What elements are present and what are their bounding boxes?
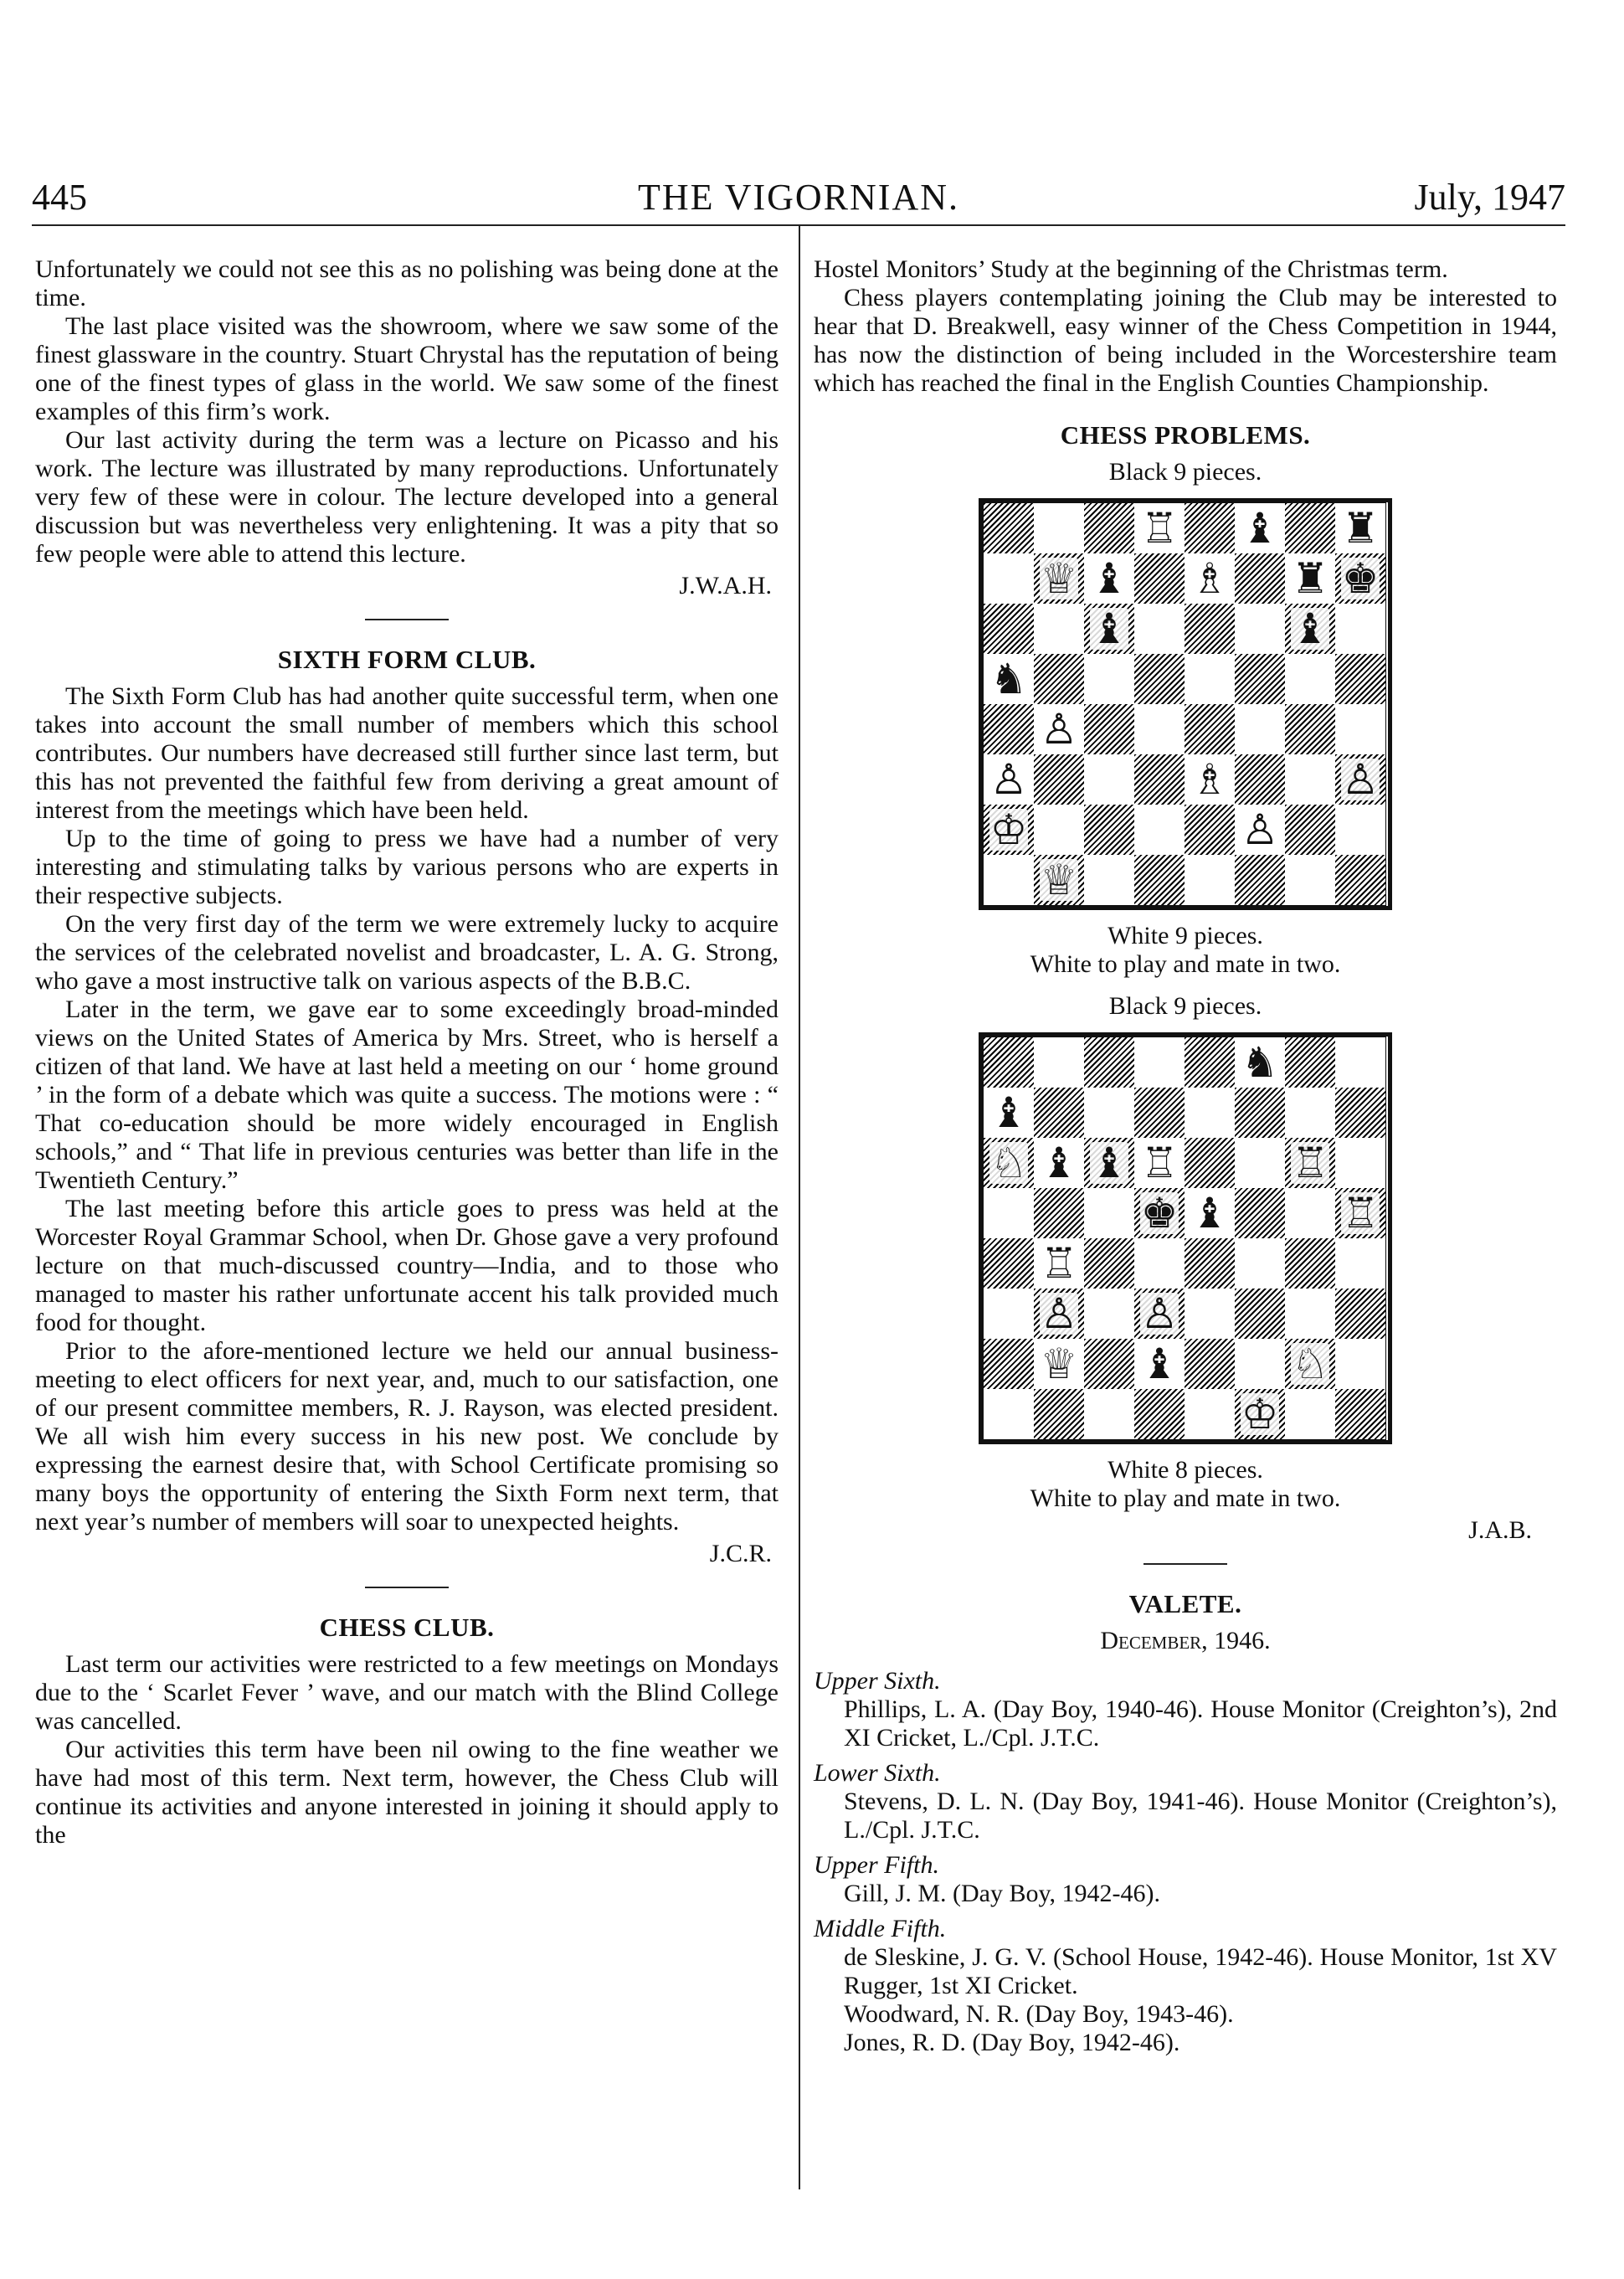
- paragraph: Later in the term, we gave ear to some exceedingly broad-minded views on the United States of America by Mrs. Street, who is herself a citizen of that land. We have at last held a meeting on our ‘ home ground ’ in the form of a debate which was quite a success. The motions were : “ That co-education should be more widely encouraged in English schools,” and “ That life in previous centuries was better than life in the Twentieth Century.”: [35, 995, 779, 1194]
- board-square: [1335, 1088, 1385, 1138]
- board-square: [1034, 1238, 1084, 1289]
- page-number: 445: [32, 177, 87, 218]
- white-pieces-caption: White 8 pieces.: [1108, 1456, 1263, 1484]
- board-square: [1335, 855, 1385, 905]
- form-name: Upper Fifth.: [814, 1851, 939, 1879]
- board-square: [1285, 553, 1335, 604]
- valete-entry: Phillips, L. A. (Day Boy, 1940-46). House Monitor (Creighton’s), 2nd XI Cricket, L./Cpl. J.T.C.: [844, 1695, 1557, 1752]
- board-square: [1285, 805, 1335, 855]
- valete-date: December, 1946.: [1100, 1627, 1271, 1654]
- chess-piece: ♝: [1291, 604, 1329, 653]
- form-name: Upper Sixth.: [814, 1667, 941, 1695]
- board-square: [1084, 1389, 1134, 1439]
- chess-piece: ♜: [1291, 554, 1329, 603]
- chess-diagram-2: [979, 1032, 1392, 1444]
- board-square: [1185, 704, 1235, 754]
- board-square: [1084, 604, 1134, 654]
- board-square: [1084, 805, 1134, 855]
- chess-piece: ♙: [1040, 1289, 1078, 1338]
- chess-piece: ♜: [1341, 504, 1380, 553]
- board-square: [1034, 604, 1084, 654]
- board-square: [1235, 1238, 1285, 1289]
- paragraph: The last place visited was the showroom, where we saw some of the finest glassware in the country. Stuart Chrystal has the reputation of being one of the finest types of glass in the world. We saw some of the finest examples of this firm’s work.: [35, 312, 779, 425]
- page-header: [32, 176, 1565, 218]
- board-square: [1185, 1238, 1235, 1289]
- paragraph: The Sixth Form Club has had another quite successful term, when one takes into account the small number of members which this school contributes. Our numbers have decreased still further since last term, but this has not prevented the faithful few from deriving a great amount of interest from the meetings which have been held.: [35, 682, 779, 824]
- paragraph: Hostel Monitors’ Study at the beginning of the Christmas term.: [814, 255, 1448, 283]
- white-pieces-caption: White 9 pieces.: [1108, 922, 1263, 949]
- board-square: [1034, 704, 1084, 754]
- board-square: [1034, 654, 1084, 704]
- chess-piece: ♝: [1040, 1139, 1078, 1187]
- chess-piece: ♕: [1040, 554, 1078, 603]
- board-square: [1285, 1238, 1335, 1289]
- board-square: [1185, 503, 1235, 553]
- board-square: [1235, 1389, 1285, 1439]
- board-square: [1034, 754, 1084, 805]
- board-square: [1034, 553, 1084, 604]
- board-square: [1034, 503, 1084, 553]
- board-square: [1034, 1188, 1084, 1238]
- board-square: [1285, 1188, 1335, 1238]
- board-square: [1185, 604, 1235, 654]
- board-square: [1034, 1289, 1084, 1339]
- board-square: [1185, 1339, 1235, 1389]
- board-square: [1285, 604, 1335, 654]
- chess-piece: ♕: [1040, 1340, 1078, 1388]
- issue-date: July, 1947: [1414, 177, 1565, 218]
- board-square: [1285, 1289, 1335, 1339]
- board-square: [1285, 1389, 1335, 1439]
- chess-piece: ♗: [1190, 755, 1229, 804]
- column-divider: [799, 226, 800, 2189]
- board-square: [1084, 503, 1134, 553]
- chess-piece: ♕: [1040, 856, 1078, 904]
- board-square: [1335, 1389, 1385, 1439]
- section-heading: VALETE.: [1128, 1589, 1242, 1618]
- chess-piece: ♝: [989, 1088, 1028, 1137]
- form-name: Middle Fifth.: [814, 1915, 947, 1942]
- board-square: [1185, 855, 1235, 905]
- board-square: [984, 1389, 1034, 1439]
- board-square: [1034, 805, 1084, 855]
- section-heading: CHESS CLUB.: [319, 1613, 495, 1642]
- chess-piece: ♞: [1241, 1038, 1279, 1087]
- board-square: [1285, 704, 1335, 754]
- chess-piece: ♙: [1140, 1289, 1179, 1338]
- valete-entry: Gill, J. M. (Day Boy, 1942-46).: [844, 1880, 1161, 1907]
- board-square: [1235, 754, 1285, 805]
- board-square: [1235, 553, 1285, 604]
- board-square: [984, 654, 1034, 704]
- board-square: [1134, 503, 1185, 553]
- board-square: [1185, 1389, 1235, 1439]
- section-separator: [1143, 1563, 1227, 1565]
- board-square: [1335, 654, 1385, 704]
- board-square: [1185, 805, 1235, 855]
- board-square: [1285, 1138, 1335, 1188]
- board-square: [1285, 1037, 1335, 1088]
- section-separator: [365, 1587, 449, 1588]
- chess-piece: ♝: [1090, 1139, 1128, 1187]
- chess-piece: ♝: [1090, 604, 1128, 653]
- chess-piece: ♘: [1291, 1340, 1329, 1388]
- board-square: [1034, 855, 1084, 905]
- board-square: [1084, 1188, 1134, 1238]
- board-square: [984, 704, 1034, 754]
- board-square: [1285, 855, 1335, 905]
- board-square: [1084, 553, 1134, 604]
- paragraph: Prior to the afore-mentioned lecture we held our annual business-meeting to elect officers for next year, and, much to our satisfaction, one of our present committee members, R. J. Rayson, was elected president. We all wish him every success in his new post. We conclude by expressing the earnest desire that, with School Certificate promising so many boys the opportunity of entering the Sixth Form next term, that next year’s number of members will soar to unexpected heights.: [35, 1337, 779, 1536]
- board-square: [1134, 1138, 1185, 1188]
- valete-list: [814, 1667, 1557, 2057]
- board-square: [1335, 805, 1385, 855]
- board-square: [984, 855, 1034, 905]
- board-square: [1235, 704, 1285, 754]
- board-square: [1084, 1037, 1134, 1088]
- board-square: [1235, 855, 1285, 905]
- section-heading: SIXTH FORM CLUB.: [277, 645, 537, 674]
- board-square: [984, 1339, 1034, 1389]
- board-square: [1185, 754, 1235, 805]
- chess-piece: ♖: [1140, 504, 1179, 553]
- board-square: [1084, 1289, 1134, 1339]
- chess-piece: ♖: [1341, 1189, 1380, 1237]
- board-square: [1185, 553, 1235, 604]
- problem-task: White to play and mate in two.: [1030, 1484, 1341, 1512]
- board-square: [1335, 553, 1385, 604]
- chess-piece: ♙: [1040, 705, 1078, 754]
- chess-piece: ♖: [1140, 1139, 1179, 1187]
- chess-piece: ♙: [1241, 805, 1279, 854]
- board-square: [1084, 1339, 1134, 1389]
- board-square: [1235, 805, 1285, 855]
- board-square: [1285, 1339, 1335, 1389]
- board-square: [1134, 1088, 1185, 1138]
- board-square: [1235, 604, 1285, 654]
- board-square: [1084, 1238, 1134, 1289]
- chess-piece: ♔: [1241, 1390, 1279, 1438]
- section-heading: CHESS PROBLEMS.: [1060, 420, 1311, 450]
- paragraph: Up to the time of going to press we have had a number of very interesting and stimulating talks by various persons who are experts in their respective subjects.: [35, 825, 779, 909]
- board-square: [1084, 855, 1134, 905]
- valete-entry: Jones, R. D. (Day Boy, 1942-46).: [844, 2029, 1180, 2056]
- board-square: [984, 604, 1034, 654]
- board-square: [1235, 1037, 1285, 1088]
- board-square: [1335, 604, 1385, 654]
- board-square: [984, 805, 1034, 855]
- board-square: [1235, 1188, 1285, 1238]
- board-square: [1335, 754, 1385, 805]
- paragraph: Our activities this term have been nil owing to the fine weather we have had most of this term. Next term, however, the Chess Club will continue its activities and anyone interested in joining it should apply to the: [35, 1736, 779, 1849]
- chess-piece: ♚: [1140, 1189, 1179, 1237]
- chess-piece: ♖: [1040, 1239, 1078, 1288]
- board-square: [1285, 1088, 1335, 1138]
- board-square: [1335, 503, 1385, 553]
- board-square: [1335, 704, 1385, 754]
- board-square: [1235, 1339, 1285, 1389]
- board-square: [984, 754, 1034, 805]
- chess-piece: ♙: [989, 755, 1028, 804]
- publication-title: THE VIGORNIAN.: [637, 177, 960, 218]
- chess-piece: ♗: [1190, 554, 1229, 603]
- chess-piece: ♘: [989, 1139, 1028, 1187]
- board-square: [1335, 1188, 1385, 1238]
- board-square: [1034, 1389, 1084, 1439]
- board-square: [1185, 1188, 1235, 1238]
- chess-piece: ♚: [1341, 554, 1380, 603]
- board-square: [984, 553, 1034, 604]
- chess-diagram-1: [979, 498, 1392, 910]
- paragraph: Last term our activities were restricted to a few meetings on Mondays due to the ‘ Scarlet Fever ’ wave, and our match with the Blind College was cancelled.: [35, 1650, 779, 1735]
- chess-piece: ♞: [989, 655, 1028, 703]
- board-square: [1185, 1138, 1235, 1188]
- board-square: [1335, 1289, 1385, 1339]
- paragraph: Our last activity during the term was a lecture on Picasso and his work. The lecture was illustrated by many reproductions. Unfortunately very few of these were in colour. The lecture developed into a general discussion but was nevertheless very enlightening. It was a pity that so few people were able to attend this lecture.: [35, 426, 779, 568]
- board-square: [1134, 1389, 1185, 1439]
- board-square: [1235, 1088, 1285, 1138]
- signature: J.A.B.: [1468, 1516, 1532, 1544]
- paragraph: On the very first day of the term we were extremely lucky to acquire the services of the celebrated novelist and broadcaster, L. A. G. Strong, who gave a most instructive talk on various aspects of the B.B.C.: [35, 910, 779, 995]
- black-pieces-caption: Black 9 pieces.: [1108, 458, 1262, 486]
- valete-entry: Woodward, N. R. (Day Boy, 1943-46).: [844, 2000, 1234, 2028]
- board-square: [1235, 503, 1285, 553]
- paragraph: Unfortunately we could not see this as no polishing was being done at the time.: [35, 255, 779, 311]
- board-square: [1185, 1289, 1235, 1339]
- board-square: [1034, 1088, 1084, 1138]
- board-square: [1084, 754, 1134, 805]
- board-square: [1134, 553, 1185, 604]
- board-square: [1134, 704, 1185, 754]
- board-square: [1134, 654, 1185, 704]
- board-square: [1084, 704, 1134, 754]
- chess-piece: ♝: [1241, 504, 1279, 553]
- board-square: [984, 503, 1034, 553]
- paragraph: Chess players contemplating joining the Club may be interested to hear that D. Breakwell, easy winner of the Chess Competition in 1944, has now the distinction of being included in the Worcestershire team which has reached the final in the English Counties Championship.: [814, 284, 1557, 397]
- valete-entry: Stevens, D. L. N. (Day Boy, 1941-46). House Monitor (Creighton’s), L./Cpl. J.T.C.: [844, 1788, 1557, 1844]
- chess-piece: ♙: [1341, 755, 1380, 804]
- board-square: [1134, 754, 1185, 805]
- board-square: [1235, 1138, 1285, 1188]
- board-square: [1134, 805, 1185, 855]
- board-square: [1335, 1339, 1385, 1389]
- chessboard: [983, 1037, 1386, 1440]
- board-square: [984, 1138, 1034, 1188]
- board-square: [1185, 1037, 1235, 1088]
- right-column: [814, 255, 1557, 2057]
- chess-piece: ♝: [1190, 1189, 1229, 1237]
- signature: J.C.R.: [709, 1540, 772, 1567]
- board-square: [1134, 1238, 1185, 1289]
- board-square: [1285, 503, 1335, 553]
- board-square: [1034, 1339, 1084, 1389]
- board-square: [1134, 1188, 1185, 1238]
- signature: J.W.A.H.: [679, 572, 772, 599]
- board-square: [1235, 1289, 1285, 1339]
- board-square: [1084, 1088, 1134, 1138]
- board-square: [1134, 855, 1185, 905]
- board-square: [1285, 754, 1335, 805]
- form-name: Lower Sixth.: [814, 1759, 941, 1787]
- board-square: [1335, 1037, 1385, 1088]
- board-square: [1185, 1088, 1235, 1138]
- board-square: [1034, 1037, 1084, 1088]
- board-square: [1185, 654, 1235, 704]
- board-square: [984, 1037, 1034, 1088]
- board-square: [1084, 1138, 1134, 1188]
- chess-piece: ♝: [1140, 1340, 1179, 1388]
- board-square: [1134, 604, 1185, 654]
- section-separator: [365, 619, 449, 620]
- valete-entry: de Sleskine, J. G. V. (School House, 1942-46). House Monitor, 1st XV Rugger, 1st XI Cricket.: [844, 1943, 1557, 1999]
- board-square: [1335, 1138, 1385, 1188]
- board-square: [1134, 1037, 1185, 1088]
- chess-piece: ♔: [989, 805, 1028, 854]
- board-square: [984, 1188, 1034, 1238]
- board-square: [984, 1289, 1034, 1339]
- board-square: [1134, 1339, 1185, 1389]
- black-pieces-caption: Black 9 pieces.: [1108, 992, 1262, 1020]
- chess-piece: ♝: [1090, 554, 1128, 603]
- board-square: [1134, 1289, 1185, 1339]
- board-square: [1285, 654, 1335, 704]
- board-square: [1084, 654, 1134, 704]
- chess-piece: ♖: [1291, 1139, 1329, 1187]
- board-square: [1034, 1138, 1084, 1188]
- board-square: [1235, 654, 1285, 704]
- chessboard: [983, 502, 1386, 906]
- board-square: [984, 1238, 1034, 1289]
- left-column: [35, 255, 779, 1849]
- paragraph: The last meeting before this article goes to press was held at the Worcester Royal Grammar School, when Dr. Ghose gave a very profound lecture on that much-discussed country—India, and to those who managed to master his rather unfortunate accent his talk provided much food for thought.: [35, 1195, 779, 1336]
- problem-task: White to play and mate in two.: [1030, 950, 1341, 978]
- board-square: [984, 1088, 1034, 1138]
- board-square: [1335, 1238, 1385, 1289]
